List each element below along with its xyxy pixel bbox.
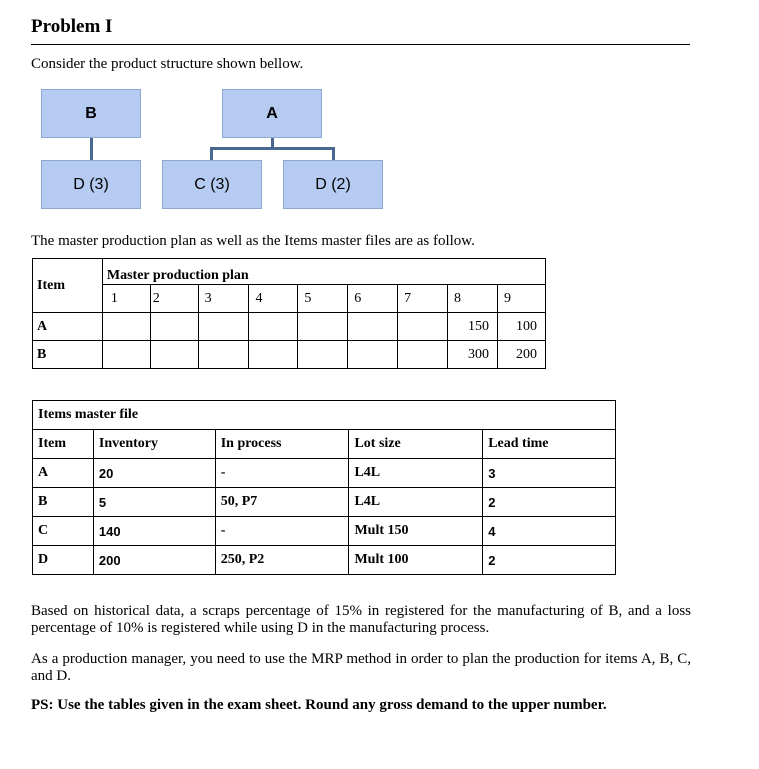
mpp-period: 8 (448, 285, 498, 313)
imf-lot-size: Mult 100 (349, 546, 483, 575)
imf-row-a (33, 459, 616, 488)
imf-lead-time: 4 (483, 517, 616, 546)
items-master-file-table (32, 400, 616, 575)
node-d2: D (2) (283, 160, 383, 209)
connector-a-c (210, 147, 213, 160)
mpp-cell: 200 (497, 341, 545, 369)
imf-header: Lead time (483, 430, 616, 459)
paragraph-task: As a production manager, you need to use the MRP method in order to plan the production for items A, B, C, and D. (31, 651, 691, 684)
node-a: A (222, 89, 322, 138)
mpp-row-a (33, 313, 546, 341)
mpp-period: 9 (497, 285, 545, 313)
mpp-cell: 300 (448, 341, 498, 369)
mpp-cell (198, 313, 248, 341)
imf-item: B (33, 488, 94, 517)
imf-in-process: 50, P7 (215, 488, 349, 517)
mpp-cell (248, 341, 298, 369)
imf-header: Inventory (93, 430, 215, 459)
imf-header-row (33, 430, 616, 459)
mpp-period: 5 (298, 285, 348, 313)
imf-in-process: - (215, 517, 349, 546)
mpp-cell (398, 341, 448, 369)
page-title: Problem I (31, 16, 113, 37)
mpp-period: 2 (150, 285, 198, 313)
imf-lot-size: Mult 150 (349, 517, 483, 546)
imf-inventory: 200 (93, 546, 215, 575)
imf-item: A (33, 459, 94, 488)
mpp-cell (102, 313, 150, 341)
node-c3: C (3) (162, 160, 262, 209)
imf-lot-size: L4L (349, 488, 483, 517)
imf-in-process: 250, P2 (215, 546, 349, 575)
master-production-plan-table (32, 258, 546, 369)
connector-a-d (332, 147, 335, 160)
imf-title: Items master file (33, 401, 616, 430)
mpp-title: Master production plan (102, 259, 545, 285)
mpp-cell: 100 (497, 313, 545, 341)
mpp-cell (398, 313, 448, 341)
intro-text: Consider the product structure shown bellow. (31, 56, 304, 72)
imf-item: C (33, 517, 94, 546)
mpp-cell (298, 313, 348, 341)
mpp-period: 6 (348, 285, 398, 313)
mpp-cell (348, 341, 398, 369)
mpp-cell (298, 341, 348, 369)
mpp-intro-text: The master production plan as well as the Items master files are as follow. (31, 233, 475, 249)
mpp-row-b (33, 341, 546, 369)
node-d3: D (3) (41, 160, 141, 209)
mpp-period: 3 (198, 285, 248, 313)
imf-item: D (33, 546, 94, 575)
imf-lead-time: 2 (483, 488, 616, 517)
imf-inventory: 20 (93, 459, 215, 488)
paragraph-scrap: Based on historical data, a scraps percentage of 15% in registered for the manufacturing of B, and a loss percentage of 10% is registered while using D in the manufacturing process. (31, 603, 691, 636)
mpp-cell: 150 (448, 313, 498, 341)
imf-inventory: 140 (93, 517, 215, 546)
mpp-item-header: Item (33, 259, 103, 313)
connector-b-d (90, 138, 93, 160)
imf-row-b (33, 488, 616, 517)
imf-in-process: - (215, 459, 349, 488)
imf-header: Lot size (349, 430, 483, 459)
mpp-item-cell: A (33, 313, 103, 341)
imf-lot-size: L4L (349, 459, 483, 488)
mpp-period: 7 (398, 285, 448, 313)
paragraph-ps: PS: Use the tables given in the exam sheet. Round any gross demand to the upper number. (31, 697, 607, 713)
imf-lead-time: 2 (483, 546, 616, 575)
mpp-cell (348, 313, 398, 341)
imf-header: In process (215, 430, 349, 459)
mpp-period: 4 (248, 285, 298, 313)
imf-row-d (33, 546, 616, 575)
imf-inventory: 5 (93, 488, 215, 517)
title-divider (31, 44, 690, 45)
mpp-cell (150, 313, 198, 341)
mpp-period: 1 (102, 285, 150, 313)
mpp-item-cell: B (33, 341, 103, 369)
connector-a-bar (210, 147, 335, 150)
node-b: B (41, 89, 141, 138)
mpp-cell (248, 313, 298, 341)
imf-header: Item (33, 430, 94, 459)
mpp-cell (150, 341, 198, 369)
mpp-cell (102, 341, 150, 369)
imf-lead-time: 3 (483, 459, 616, 488)
mpp-cell (198, 341, 248, 369)
imf-row-c (33, 517, 616, 546)
